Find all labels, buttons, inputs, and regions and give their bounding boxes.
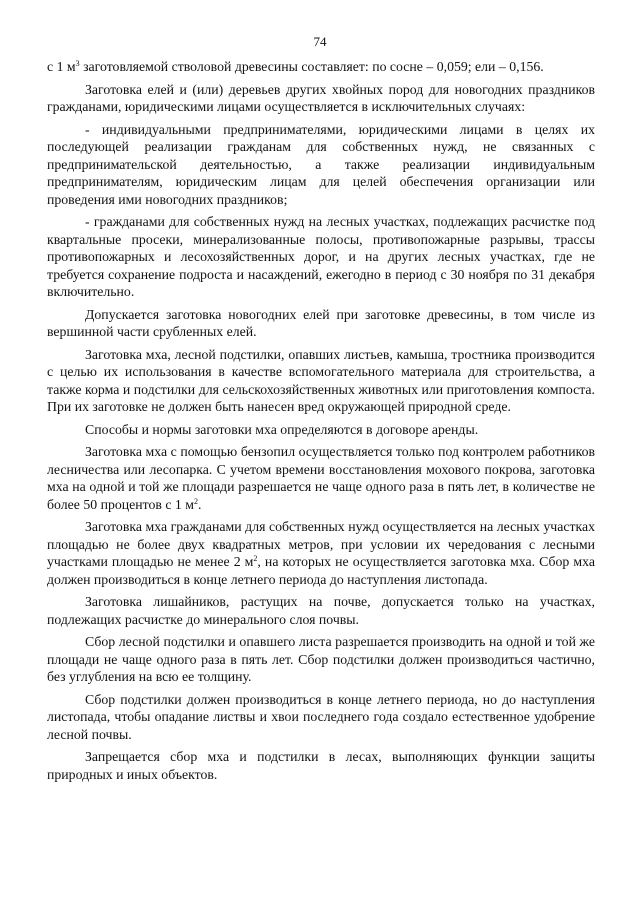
- paragraph-text: , на которых не осуществляется заготовка мха. Сбор мха должен производиться в конце летнего периода до наступления листопада.: [47, 554, 595, 587]
- paragraph: [47, 748, 595, 783]
- paragraph: [47, 58, 595, 76]
- paragraph-text: - гражданами для собственных нужд на лесных участках, подлежащих расчистке под квартальные просеки, минерализованные полосы, противопожарные разрывы, трассы противопожарных и лесохозяйственных дорог, и на других лесных участках, где не требуется сохранение подроста и насаждений, ежегодно в период с 30 ноября по 31 декабря включительно.: [47, 214, 595, 299]
- paragraph-text: Сбор подстилки должен производиться в конце летнего периода, но до наступления листопада, чтобы опадание листвы и хвои последнего года создало естественное удобрение лесной почвы.: [47, 691, 595, 742]
- paragraph: [47, 121, 595, 209]
- paragraph: [47, 213, 595, 301]
- paragraph-text: заготовляемой стволовой древесины составляет: по сосне – 0,059; ели – 0,156.: [79, 59, 544, 74]
- superscript: 3: [75, 59, 80, 68]
- paragraph-text: - индивидуальными предпринимателями, юридическими лицами в целях их последующей реализации гражданам для собственных нужд, не связанных с предпринимательской деятельностью, а также реализации индивидуальным предпринимателям, юридическим лицам для целей обеспечения организации или проведения ими новогодних праздников;: [47, 121, 595, 207]
- document-body: [47, 58, 595, 788]
- paragraph: [47, 443, 595, 513]
- paragraph: [47, 346, 595, 416]
- paragraph-text: .: [198, 496, 202, 512]
- paragraph: [47, 306, 595, 341]
- paragraph-text: Заготовка мха гражданами для собственных нужд осуществляется на лесных участках площадью не более двух квадратных метров, при условии их чередования с лесными участками площадью не менее 2 м: [47, 519, 595, 569]
- paragraph: [47, 633, 595, 686]
- paragraph-text: Заготовка мха с помощью бензопил осуществляется только под контролем работников лесничества или лесопарка. С учетом времени восстановления мохового покрова, заготовка мха на одной и той же площади разрешается не чаще одного раза в пять лет, в количестве не более 50 процентов с 1 м: [47, 444, 595, 512]
- paragraph-text: Сбор лесной подстилки и опавшего листа разрешается производить на одной и той же площади не чаще одного раза в пять лет. Сбор подстилки должен производиться частично, без углубления на всю ее толщину.: [47, 634, 595, 684]
- superscript: 2: [194, 496, 198, 506]
- superscript: 2: [253, 554, 258, 563]
- paragraph-text: Способы и нормы заготовки мха определяются в договоре аренды.: [85, 421, 479, 437]
- paragraph: [47, 421, 595, 439]
- paragraph: [47, 593, 595, 628]
- paragraph-text: Допускается заготовка новогодних елей при заготовке древесины, в том числе из вершинной части срубленных елей.: [47, 306, 595, 339]
- paragraph-text: с 1 м: [47, 59, 76, 74]
- paragraph: [47, 691, 595, 744]
- paragraph: [47, 518, 595, 588]
- paragraph-text: Заготовка елей и (или) деревьев других хвойных пород для новогодних праздников гражданами, юридическими лицами осуществляется в исключительных случаях:: [47, 81, 595, 114]
- paragraph-text: Заготовка мха, лесной подстилки, опавших листьев, камыша, тростника производится с целью их использования в качестве вспомогательного материала для строительства, а также корма и подстилки для сельскохозяйственных животных или приготовления компоста. При их заготовке не должен быть нанесен вред окружающей природной среде.: [47, 346, 595, 414]
- paragraph-text: Заготовка лишайников, растущих на почве, допускается только на участках, подлежащих расчистке до минерального слоя почвы.: [47, 594, 595, 627]
- page-number: 74: [313, 34, 327, 49]
- paragraph: [47, 81, 595, 116]
- paragraph-text: Запрещается сбор мха и подстилки в лесах, выполняющих функции защиты природных и иных объектов.: [47, 749, 595, 782]
